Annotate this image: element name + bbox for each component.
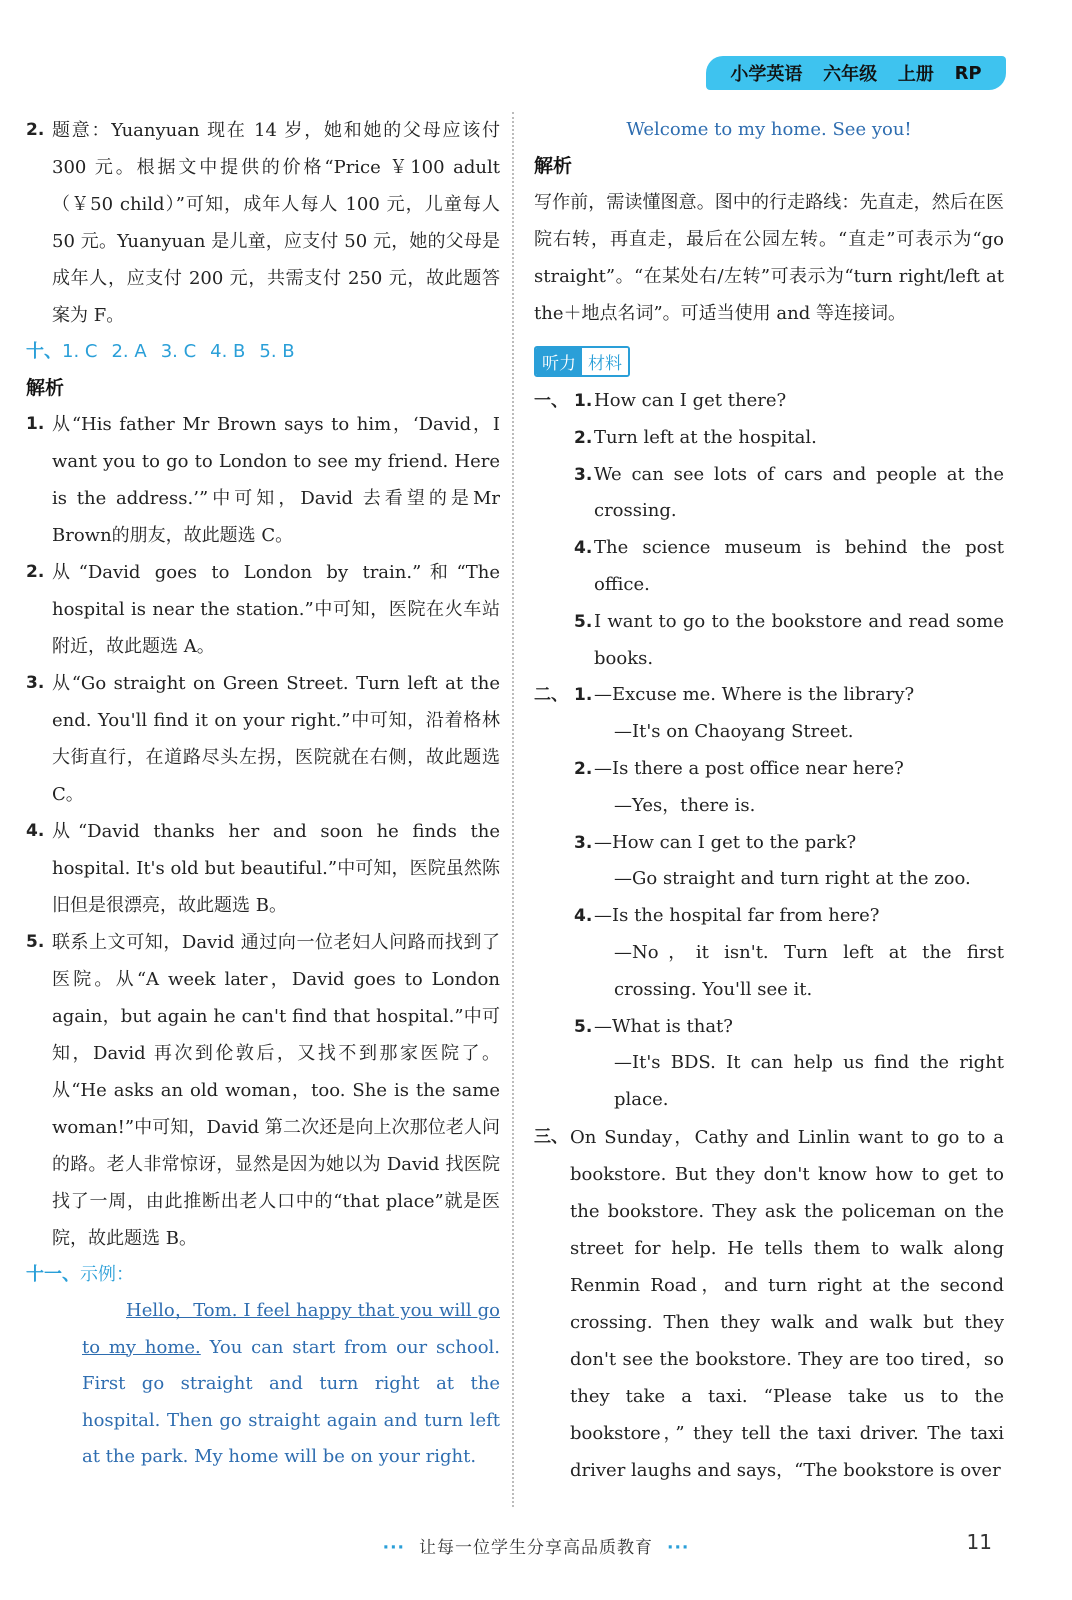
part-label: 三、 <box>534 1126 568 1147</box>
example-closing: Welcome to my home. See you! <box>626 119 912 140</box>
header-subject: 小学英语 <box>730 64 803 85</box>
item-text: The science museum is behind the post office. <box>594 537 1004 595</box>
page-number: 11 <box>966 1530 992 1554</box>
header-grade: 六年级 <box>823 64 878 85</box>
footer-slogan <box>0 1533 1072 1558</box>
item-text: I want to go to the bookstore and read some books. <box>594 610 1004 669</box>
analysis-item <box>26 813 500 924</box>
listening-item <box>534 530 1004 604</box>
answer-4: 4. B <box>210 341 246 362</box>
listening-item <box>534 604 1004 678</box>
answer-3: 3. C <box>160 341 197 362</box>
item-number: 5. <box>574 1016 593 1037</box>
item-number: 1. <box>574 685 593 706</box>
item-number: 3. <box>574 832 593 853</box>
tag-material: 材料 <box>582 348 628 375</box>
example-body: You can start from our school. First go straight and turn right at the hospital. Then go straight again and turn left at the park. My home will be on your right. <box>82 1336 501 1467</box>
item-number: 4. <box>574 906 593 927</box>
left-column <box>26 112 500 1476</box>
dots-left: ··· <box>382 1538 405 1558</box>
item-number: 2. <box>26 120 45 140</box>
slogan-text: 让每一位学生分享高品质教育 <box>419 1538 653 1558</box>
tag-listening: 听力 <box>536 348 582 375</box>
analysis-text: 写作前，需读懂图意。图中的行走路线：先直走，然后在医院右转，再直走，最后在公园左转。“直走”可表示为“go straight”。“在某处右/左转”可表示为“turn right/left at the＋地点名词”。可适当使用 and 等连接词。 <box>534 192 1004 324</box>
item-text: 联系上文可知，David 通过向一位老妇人问路而找到了医院。从“A week later，David goes to London again，but again he can't find that hospital.”中可知，David 再次到伦敦后，又找不到那家医院了。从“He asks an old woman，too. She is the same woman!”中可知，David 第二次还是向上次那位老人问的路。老人非常惊讶，显然是因为她以为 David 找医院找了一周，由此推断出老人口中的“that place”就是医院，故此题选 B。 <box>52 932 500 1249</box>
listening-passage <box>534 1119 1004 1489</box>
dialogue-answer: —No，it isn't. Turn left at the first crossing. You'll see it. <box>614 941 1004 1000</box>
analysis-item <box>26 406 500 554</box>
dialogue-question: —Excuse me. Where is the library? <box>594 684 915 706</box>
item-text: 从“His father Mr Brown says to him，‘David，I want you to go to London to see my friend. Here is the address.’”中可知，David 去看望的是Mr Brown的朋友，故此题选 C。 <box>52 414 500 546</box>
dots-right: ··· <box>667 1538 690 1558</box>
dialogue-question: —Is the hospital far from here? <box>594 905 880 927</box>
part-label: 二、 <box>534 685 568 706</box>
section-label: 十一、 <box>26 1264 80 1285</box>
header-volume: 上册 <box>897 64 934 85</box>
dialogue-answer: —It's BDS. It can help us find the right place. <box>614 1052 1004 1111</box>
dialogue-item <box>534 1009 1004 1119</box>
analysis-item <box>26 924 500 1257</box>
item-text: Turn left at the hospital. <box>594 426 817 448</box>
item-text: 从“Go straight on Green Street. Turn left at the end. You'll find it on your right.”中可知，沿着格林大街直行，在道路尽头左拐，医院就在右侧，故此题选 C。 <box>52 673 500 805</box>
header-badge <box>706 56 1006 90</box>
listening-item <box>534 457 1004 531</box>
column-divider <box>512 112 514 1507</box>
dialogue-question: —Is there a post office near here? <box>594 757 904 779</box>
answer-item-2 <box>26 112 500 334</box>
section-label: 十、 <box>26 341 62 362</box>
section-title: 示例： <box>80 1264 134 1285</box>
dialogue-question: —What is that? <box>594 1015 733 1037</box>
analysis-item <box>26 554 500 665</box>
listening-material-tag <box>534 346 630 377</box>
item-text: We can see lots of cars and people at the crossing. <box>594 463 1004 522</box>
analysis-title: 解析 <box>534 155 573 177</box>
example-opening: Hello，Tom. I feel happy that you will go to my home. <box>82 1300 500 1358</box>
item-number: 2. <box>574 427 593 448</box>
item-number: 3. <box>26 673 45 693</box>
passage-text: On Sunday，Cathy and Linlin want to go to a bookstore. But they don't know how to get to the bookstore. They ask the policeman on the street for help. He tells them to walk along Renmin Road，and turn right at the second crossing. Then they walk and walk but they don't see the bookstore. They are too tired，so they take a taxi. “Please take us to the bookstore，” they tell the taxi driver. The taxi driver laughs and says，“The bookstore is over <box>570 1126 1004 1481</box>
item-text: 从“David goes to London by train.”和“The hospital is near the station.”中可知，医院在火车站附近，故此题选 A。 <box>52 562 500 657</box>
dialogue-answer: —Go straight and turn right at the zoo. <box>614 868 971 890</box>
item-number: 4. <box>574 538 593 559</box>
item-number: 1. <box>574 391 593 411</box>
listening-item <box>534 420 1004 457</box>
analysis-title: 解析 <box>26 377 65 399</box>
item-number: 2. <box>574 758 593 779</box>
item-number: 3. <box>574 464 593 485</box>
item-number: 1. <box>26 414 45 434</box>
dialogue-item <box>534 825 1004 899</box>
dialogue-answer: —It's on Chaoyang Street. <box>614 721 854 743</box>
answer-2: 2. A <box>111 341 147 362</box>
section-11-heading <box>26 1257 500 1293</box>
item-number: 5. <box>26 932 45 952</box>
dialogue-item <box>534 677 1004 751</box>
analysis-item <box>26 665 500 813</box>
section-10-answers <box>26 334 500 370</box>
item-text: 题意：Yuanyuan 现在 14 岁，她和她的父母应该付300 元。根据文中提供的价格“Price ￥100 adult（￥50 child）”可知，成年人每人 100 元，儿童每人50 元。Yuanyuan 是儿童，应支付 50 元，她的父母是成年人，应支付 200 元，共需支付 250 元，故此题答案为 F。 <box>52 120 500 326</box>
item-number: 2. <box>26 562 45 582</box>
dialogue-item <box>534 751 1004 825</box>
item-text: 从“David thanks her and soon he finds the hospital. It's old but beautiful.”中可知，医院虽然陈旧但是很漂亮，故此题选 B。 <box>52 821 500 916</box>
dialogue-item <box>534 898 1004 1008</box>
answer-5: 5. B <box>259 341 295 362</box>
listening-item <box>534 383 1004 420</box>
answer-1: 1. C <box>62 341 98 362</box>
item-text: How can I get there? <box>594 390 787 411</box>
part-label: 一、 <box>534 391 568 411</box>
dialogue-answer: —Yes，there is. <box>614 794 756 816</box>
item-number: 4. <box>26 821 45 841</box>
right-column <box>534 112 1004 1489</box>
header-edition: RP <box>954 62 982 84</box>
item-number: 5. <box>574 611 593 632</box>
dialogue-question: —How can I get to the park? <box>594 831 857 853</box>
example-essay <box>26 1293 500 1476</box>
